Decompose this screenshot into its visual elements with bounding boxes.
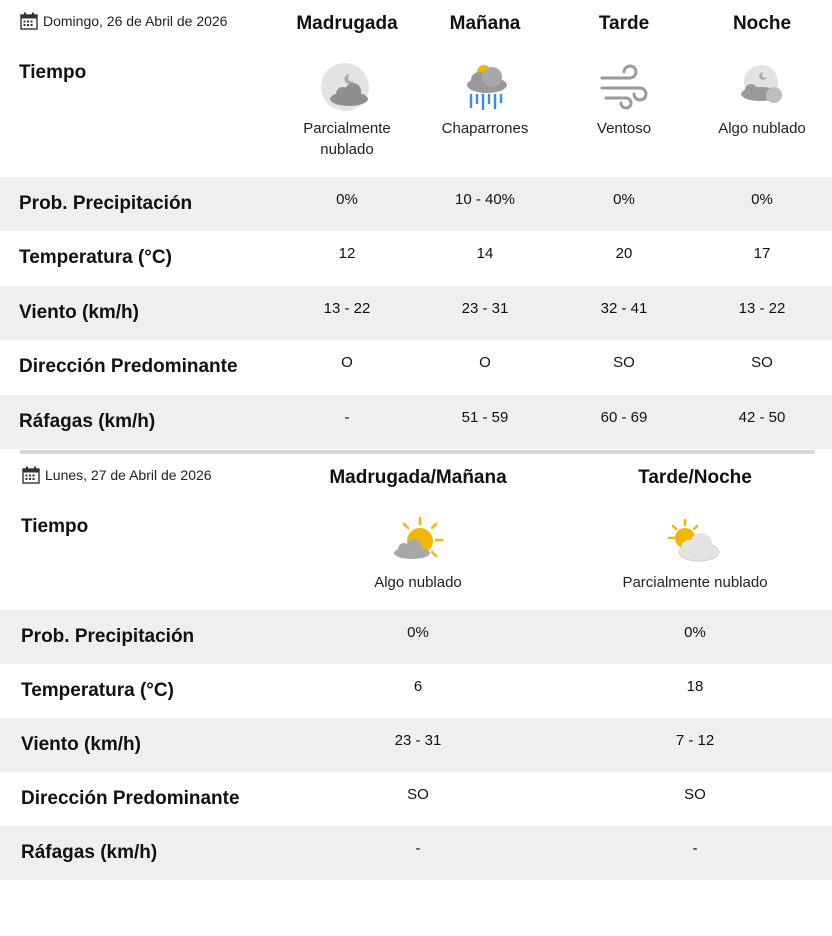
table-row — [0, 177, 832, 231]
date-header — [22, 466, 212, 484]
cloud-sun-icon — [667, 516, 723, 568]
table-row — [0, 610, 832, 664]
weather-desc: Chaparrones — [441, 120, 529, 137]
period-tarde-noche: Tarde/Noche — [638, 467, 752, 488]
sun-cloud-icon — [390, 516, 446, 568]
row-value: 0% — [336, 191, 358, 208]
calendar-icon — [22, 466, 40, 484]
period-madrugada: Madrugada — [296, 13, 398, 34]
row-value: 17 — [753, 245, 771, 262]
partly-cloudy-night-icon — [319, 62, 375, 114]
row-value: 12 — [338, 245, 356, 262]
row-label: Temperatura (°C) — [21, 680, 174, 701]
weather-cell — [338, 516, 498, 593]
date-header — [20, 12, 227, 30]
table-row — [0, 826, 832, 880]
wind-icon — [596, 62, 652, 114]
date-text: Lunes, 27 de Abril de 2026 — [45, 467, 212, 483]
row-value: - — [344, 409, 350, 426]
row-value: - — [415, 840, 421, 857]
row-value: - — [692, 840, 698, 857]
row-value: 42 - 50 — [738, 409, 786, 426]
row-value: 0% — [684, 624, 706, 641]
table-row — [0, 340, 832, 394]
row-label: Prob. Precipitación — [19, 193, 193, 214]
row-label: Dirección Predominante — [21, 788, 240, 809]
showers-icon — [457, 62, 513, 114]
row-value: 6 — [413, 678, 423, 695]
table-row — [0, 664, 832, 718]
table-row — [0, 231, 832, 285]
weather-cell — [559, 62, 689, 139]
weather-cell — [697, 62, 827, 139]
cloudy-night-icon — [734, 62, 790, 114]
table-row — [0, 395, 832, 449]
row-value: SO — [613, 354, 635, 371]
weather-cell — [420, 62, 550, 139]
weather-desc: Algo nublado — [718, 120, 806, 137]
tiempo-label: Tiempo — [19, 62, 87, 83]
row-value: SO — [407, 786, 429, 803]
period-madrugada-manana: Madrugada/Mañana — [329, 467, 507, 488]
row-value: 0% — [407, 624, 429, 641]
row-value: 20 — [615, 245, 633, 262]
row-value: 60 - 69 — [600, 409, 648, 426]
section-divider — [20, 450, 815, 454]
weather-desc: Parcialmente nublado — [303, 120, 391, 158]
row-label: Prob. Precipitación — [21, 626, 195, 647]
row-value: 13 - 22 — [738, 300, 786, 317]
row-value: 7 - 12 — [675, 732, 715, 749]
row-value: 23 - 31 — [394, 732, 442, 749]
weather-desc: Parcialmente nublado — [622, 574, 768, 591]
row-value: 0% — [613, 191, 635, 208]
row-value: 14 — [476, 245, 494, 262]
weather-desc: Ventoso — [596, 120, 652, 137]
row-value: SO — [751, 354, 773, 371]
table-row — [0, 772, 832, 826]
row-label: Dirección Predominante — [19, 356, 238, 377]
weather-cell — [282, 62, 412, 160]
row-label: Temperatura (°C) — [19, 247, 172, 268]
row-label: Viento (km/h) — [21, 734, 141, 755]
calendar-icon — [20, 12, 38, 30]
weather-desc: Algo nublado — [374, 574, 462, 591]
row-value: 10 - 40% — [454, 191, 516, 208]
date-text: Domingo, 26 de Abril de 2026 — [43, 13, 228, 29]
table-row — [0, 718, 832, 772]
table-row — [0, 286, 832, 340]
row-label: Ráfagas (km/h) — [19, 411, 156, 432]
row-label: Ráfagas (km/h) — [21, 842, 158, 863]
weather-cell — [605, 516, 785, 593]
row-value: 0% — [751, 191, 773, 208]
row-value: 32 - 41 — [600, 300, 648, 317]
row-value: 51 - 59 — [461, 409, 509, 426]
row-value: 18 — [686, 678, 704, 695]
row-value: O — [479, 354, 491, 371]
tiempo-label: Tiempo — [21, 516, 89, 537]
row-value: SO — [684, 786, 706, 803]
period-tarde: Tarde — [598, 13, 650, 34]
period-manana: Mañana — [449, 13, 521, 34]
row-value: 13 - 22 — [323, 300, 371, 317]
period-noche: Noche — [732, 13, 792, 34]
row-label: Viento (km/h) — [19, 302, 139, 323]
row-value: 23 - 31 — [461, 300, 509, 317]
row-value: O — [341, 354, 353, 371]
